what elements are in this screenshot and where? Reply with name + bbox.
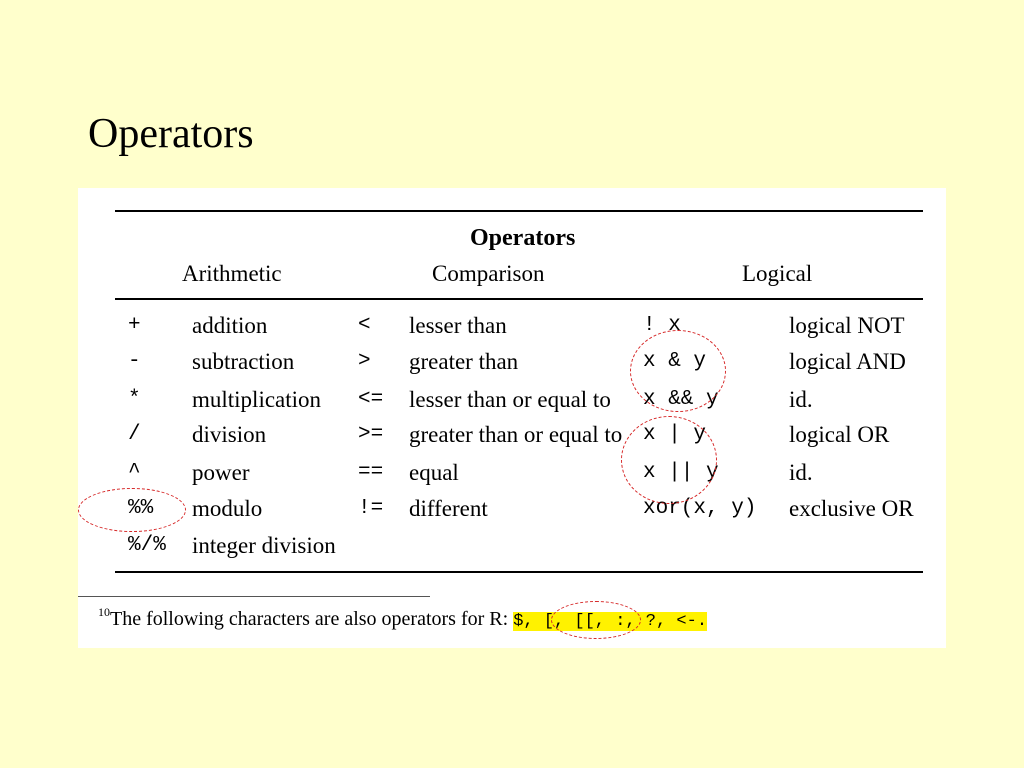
annotation-circle-and bbox=[630, 330, 726, 412]
comp-desc-cell: lesser than or equal to bbox=[409, 387, 611, 412]
comp-op-cell: >= bbox=[358, 423, 384, 446]
header-arithmetic: Arithmetic bbox=[182, 261, 282, 286]
arith-desc-cell: division bbox=[192, 422, 267, 447]
header-comparison: Comparison bbox=[432, 261, 545, 286]
logic-desc-cell: logical AND bbox=[789, 349, 906, 374]
logic-op-cell: ! x bbox=[643, 314, 681, 337]
logic-op-cell: x | y bbox=[643, 423, 707, 446]
arith-desc-cell: power bbox=[192, 460, 250, 485]
comp-desc-cell: lesser than bbox=[409, 313, 507, 338]
logic-desc-cell: logical NOT bbox=[789, 313, 905, 338]
table-top-rule bbox=[115, 210, 923, 212]
logic-desc-cell: exclusive OR bbox=[789, 496, 914, 521]
comp-op-cell: == bbox=[358, 461, 384, 484]
logic-desc-cell: id. bbox=[789, 460, 813, 485]
table-bottom-rule bbox=[115, 571, 923, 573]
logic-desc-cell: id. bbox=[789, 387, 813, 412]
footnote-operator-chars: $, [, [[, :, ?, <-. bbox=[513, 612, 708, 631]
arith-op-cell: / bbox=[128, 423, 141, 446]
arith-desc-cell: modulo bbox=[192, 496, 263, 521]
footnote-marker: 10 bbox=[98, 605, 110, 619]
annotation-circle-modulo bbox=[78, 488, 186, 532]
logic-desc-cell: logical OR bbox=[789, 422, 890, 447]
arith-op-cell: ^ bbox=[128, 461, 141, 484]
arith-op-cell: - bbox=[128, 350, 141, 373]
footnote-text: The following characters are also operators for R: bbox=[110, 608, 514, 630]
arith-desc-cell: subtraction bbox=[192, 349, 295, 374]
arith-op-cell: %/% bbox=[128, 534, 166, 557]
logic-op-cell: xor(x, y) bbox=[643, 497, 757, 520]
arith-op-cell: %% bbox=[128, 497, 154, 520]
annotation-circle-footnote bbox=[551, 601, 641, 639]
comp-desc-cell: greater than or equal to bbox=[409, 422, 623, 447]
arith-desc-cell: multiplication bbox=[192, 387, 322, 412]
comp-op-cell: != bbox=[358, 497, 384, 520]
comp-desc-cell: equal bbox=[409, 460, 459, 485]
comp-op-cell: > bbox=[358, 350, 371, 373]
comp-op-cell: <= bbox=[358, 388, 384, 411]
header-logical: Logical bbox=[742, 261, 813, 286]
footnote-rule bbox=[78, 596, 430, 597]
comp-desc-cell: greater than bbox=[409, 349, 519, 374]
comp-op-cell: < bbox=[358, 314, 371, 337]
comp-desc-cell: different bbox=[409, 496, 488, 521]
slide-title: Operators bbox=[88, 111, 254, 157]
logic-op-cell: x || y bbox=[643, 461, 719, 484]
annotation-circle-or bbox=[621, 416, 717, 504]
arith-op-cell: * bbox=[128, 388, 141, 411]
table-header-rule bbox=[115, 298, 923, 300]
arith-op-cell: + bbox=[128, 314, 141, 337]
arith-desc-cell: integer division bbox=[192, 533, 336, 558]
arith-desc-cell: addition bbox=[192, 313, 268, 338]
operators-table-image bbox=[78, 188, 946, 648]
logic-op-cell: x & y bbox=[643, 350, 707, 373]
table-caption: Operators bbox=[470, 225, 576, 251]
logic-op-cell: x && y bbox=[643, 388, 719, 411]
